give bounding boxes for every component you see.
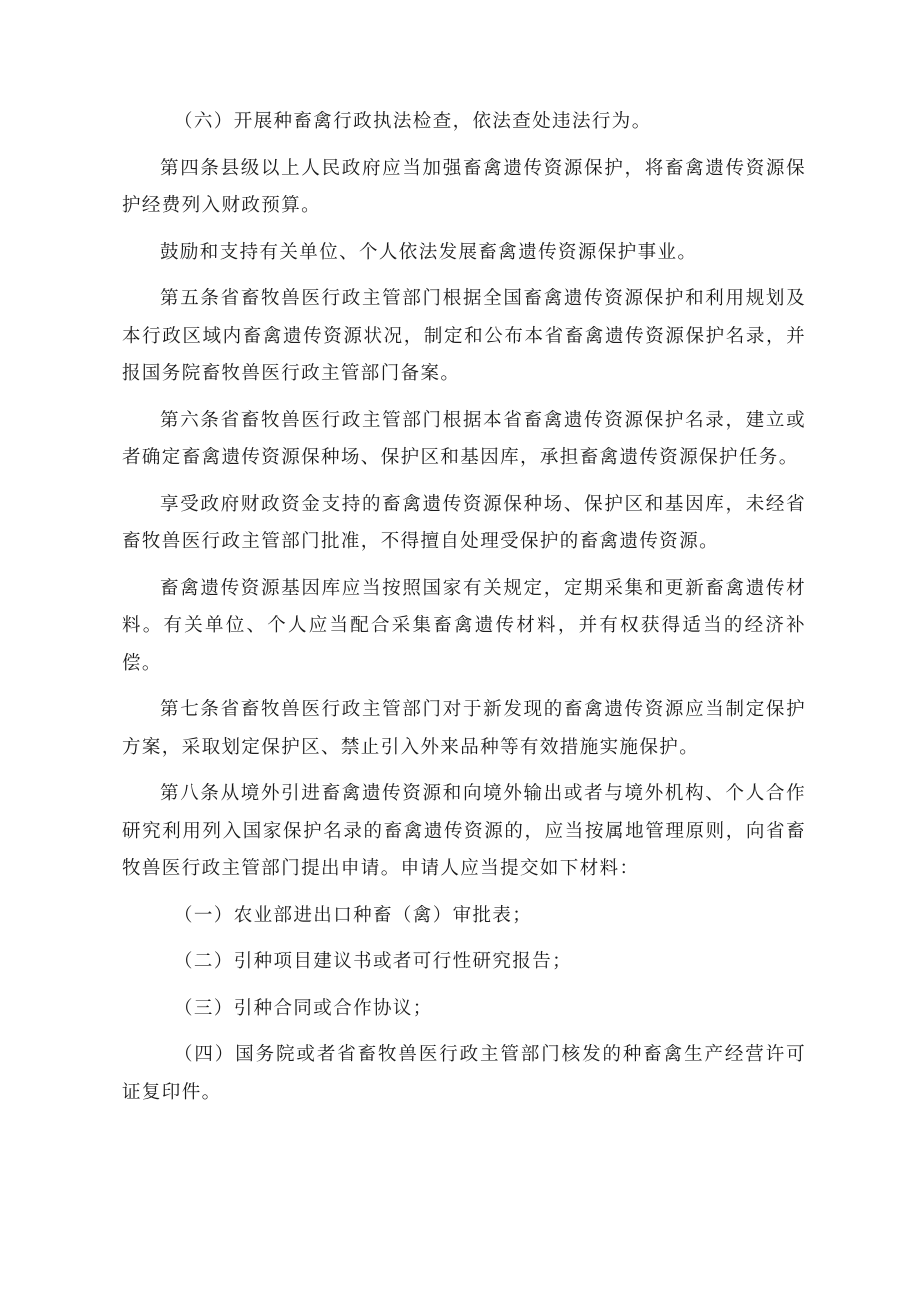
- paragraph-list-item: （四）国务院或者省畜牧兽医行政主管部门核发的种畜禽生产经营许可证复印件。: [122, 1044, 806, 1103]
- paragraph: 鼓励和支持有关单位、个人依法发展畜禽遗传资源保护事业。: [160, 241, 698, 263]
- paragraph: 享受政府财政资金支持的畜禽遗传资源保种场、保护区和基因库，未经省畜牧兽医行政主管部门批准，不得擅自处理受保护的畜禽遗传资源。: [122, 493, 806, 552]
- paragraph: （六）开展种畜禽行政执法检查，依法查处违法行为。: [174, 111, 652, 132]
- paragraph-list-item: （三）引种合同或合作协议；: [174, 997, 433, 1019]
- paragraph: 第七条省畜牧兽医行政主管部门对于新发现的畜禽遗传资源应当制定保护方案，采取划定保护区、禁止引入外来品种等有效措施实施保护。: [122, 699, 806, 758]
- paragraph: 第五条省畜牧兽医行政主管部门根据全国畜禽遗传资源保护和利用规划及本行政区域内畜禽遗传资源状况，制定和公布本省畜禽遗传资源保护名录，并报国务院畜牧兽医行政主管部门备案。: [122, 288, 806, 384]
- paragraph-list-item: （一）农业部进出口种畜（禽）审批表；: [174, 904, 533, 926]
- paragraph: 第四条县级以上人民政府应当加强畜禽遗传资源保护，将畜禽遗传资源保护经费列入财政预算。: [122, 157, 806, 216]
- paragraph: 第八条从境外引进畜禽遗传资源和向境外输出或者与境外机构、个人合作研究利用列入国家保护名录的畜禽遗传资源的，应当按属地管理原则，向省畜牧兽医行政主管部门提出申请。申请人应当提交如下材料：: [122, 783, 806, 879]
- paragraph: 畜禽遗传资源基因库应当按照国家有关规定，定期采集和更新畜禽遗传材料。有关单位、个人应当配合采集畜禽遗传材料，并有权获得适当的经济补偿。: [122, 577, 806, 674]
- paragraph: 第六条省畜牧兽医行政主管部门根据本省畜禽遗传资源保护名录，建立或者确定畜禽遗传资源保种场、保护区和基因库，承担畜禽遗传资源保护任务。: [122, 409, 806, 468]
- document-body: [122, 103, 806, 1111]
- paragraph-list-item: （二）引种项目建议书或者可行性研究报告；: [174, 951, 573, 972]
